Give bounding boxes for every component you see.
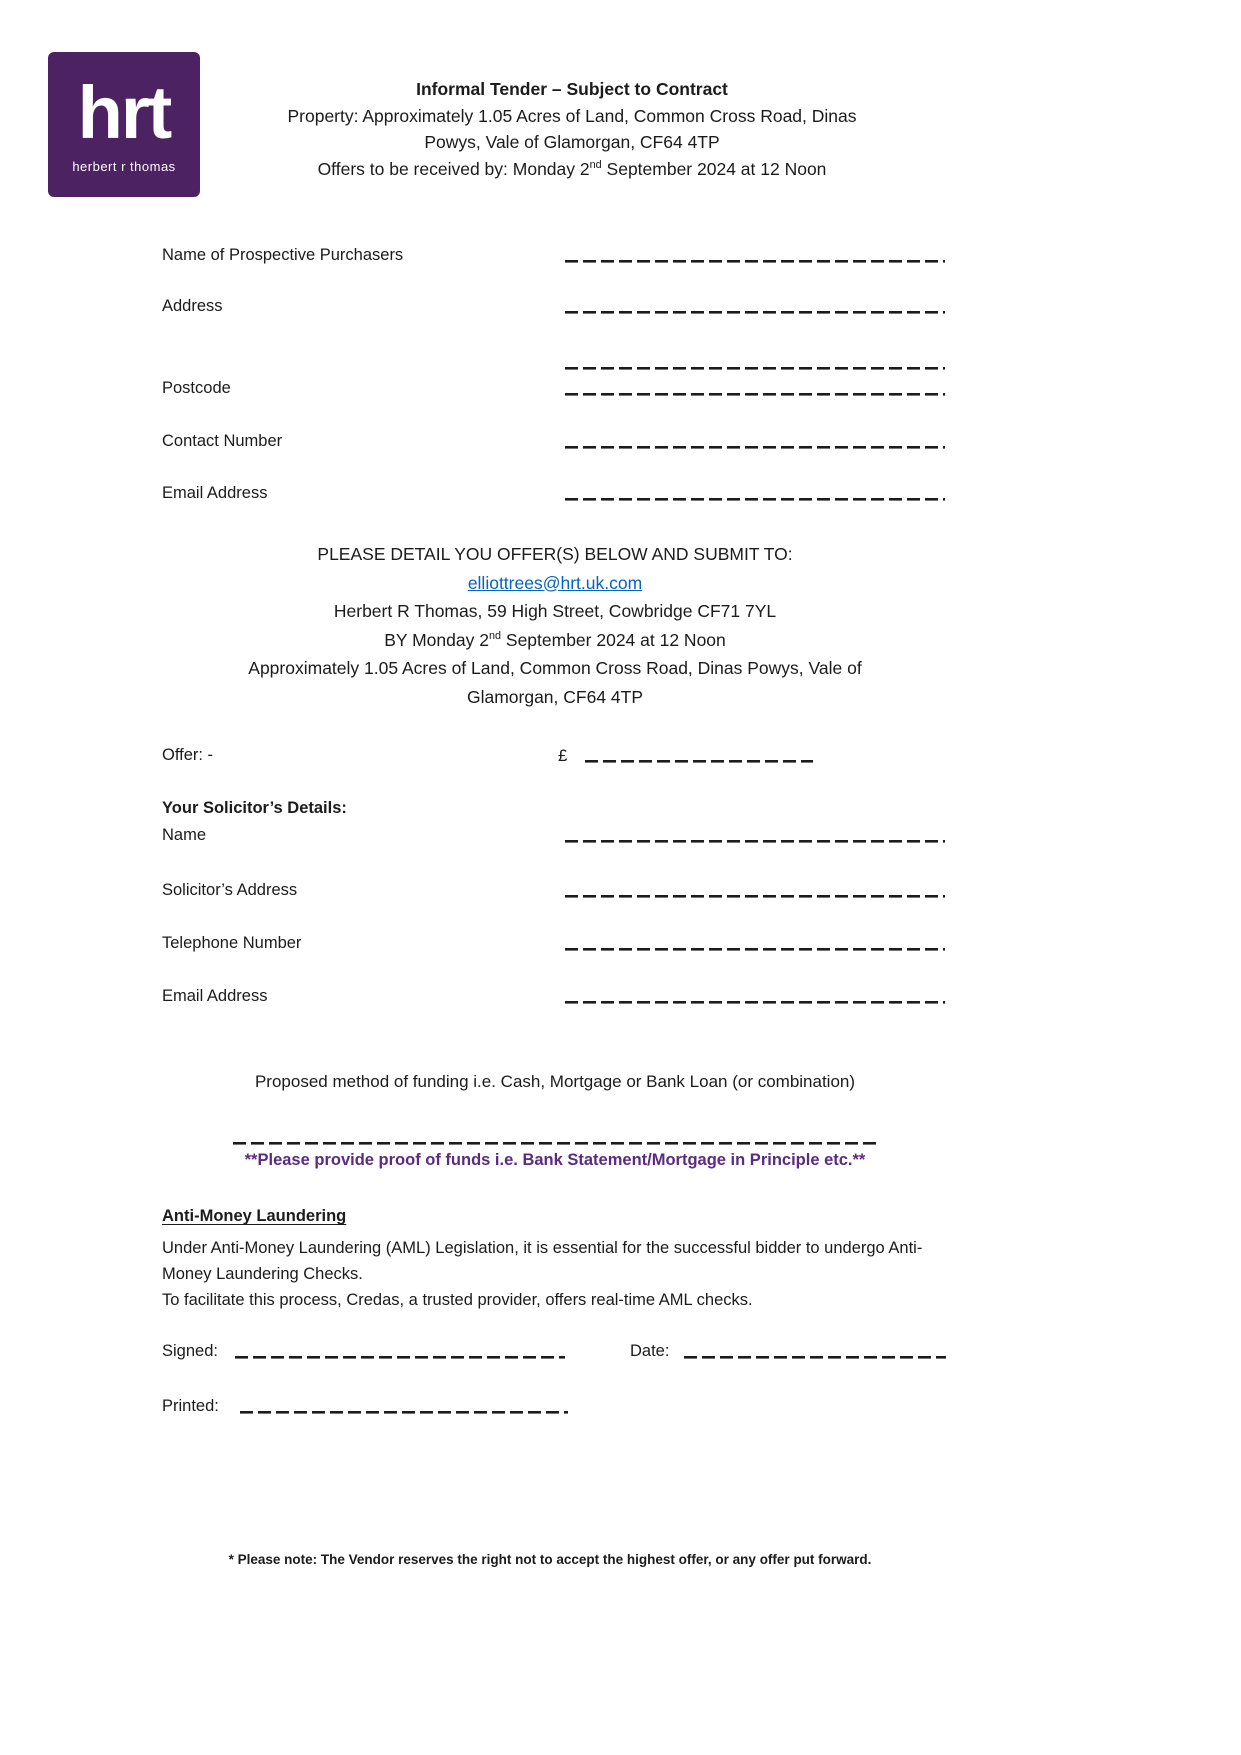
hrt-logo: [48, 52, 200, 197]
document-header: [272, 76, 872, 182]
fill-in-line-solicitor-address[interactable]: [565, 884, 945, 898]
fill-in-line-funding-method[interactable]: [233, 1131, 877, 1145]
solicitor-heading: Your Solicitor’s Details:: [162, 799, 347, 817]
aml-paragraph-2: To facilitate this process, Credas, a trusted provider, offers real-time AML checks.: [162, 1291, 753, 1309]
deadline-text-suffix: September 2024 at 12 Noon: [601, 158, 827, 179]
submit-property-description: Approximately 1.05 Acres of Land, Common Cross Road, Dinas Powys, Vale of Glamorgan, CF64 4TP: [248, 658, 862, 707]
deadline-text: Offers to be received by: Monday 2: [317, 158, 590, 179]
offers-deadline: [272, 156, 872, 183]
fill-in-line-printed[interactable]: [240, 1400, 568, 1414]
submit-deadline-text: BY Monday 2: [384, 629, 489, 650]
purchaser-email-label: Email Address: [162, 484, 268, 502]
purchaser-name-label: Name of Prospective Purchasers: [162, 246, 404, 264]
logo-text: hrt: [77, 71, 171, 154]
fill-in-line-purchaser-email[interactable]: [565, 487, 945, 501]
ordinal-superscript: nd: [488, 629, 502, 642]
solicitor-email-label: Email Address: [162, 987, 268, 1005]
offer-label: Offer: -: [162, 746, 214, 764]
email-link[interactable]: elliottrees@hrt.uk.com: [467, 572, 643, 593]
currency-symbol: £: [558, 746, 568, 765]
contact-number-label: Contact Number: [162, 432, 283, 450]
aml-paragraph-1: Under Anti-Money Laundering (AML) Legislation, it is essential for the successful bidder to undergo Anti-Money Laundering Checks.: [162, 1239, 923, 1283]
purchaser-address-label: Address: [162, 297, 223, 315]
vendor-note: * Please note: The Vendor reserves the right not to accept the highest offer, or any offer put forward.: [228, 1552, 872, 1567]
fill-in-line-contact-number[interactable]: [565, 435, 945, 449]
fill-in-line-signed[interactable]: [235, 1345, 565, 1359]
printed-label: Printed:: [162, 1397, 219, 1415]
fill-in-line-solicitor-email[interactable]: [565, 990, 945, 1004]
submit-heading: PLEASE DETAIL YOU OFFER(S) BELOW AND SUBMIT TO:: [317, 544, 793, 564]
logo-tagline: herbert r thomas: [72, 159, 176, 174]
fill-in-line-solicitor-telephone[interactable]: [565, 937, 945, 951]
date-label: Date:: [630, 1342, 670, 1360]
fill-in-line-postcode[interactable]: [565, 382, 945, 396]
fill-in-line-purchaser-address[interactable]: [565, 300, 945, 314]
solicitor-name-label: Name: [162, 826, 207, 844]
submit-instructions: [225, 540, 885, 711]
solicitor-address-label: Solicitor’s Address: [162, 881, 298, 899]
property-description: Property: Approximately 1.05 Acres of Land, Common Cross Road, Dinas Powys, Vale of Glamorgan, CF64 4TP: [287, 105, 857, 152]
fill-in-line-purchaser-address-2[interactable]: [565, 356, 945, 370]
submit-deadline-suffix: September 2024 at 12 Noon: [501, 629, 726, 650]
office-address: Herbert R Thomas, 59 High Street, Cowbridge CF71 7YL: [333, 601, 777, 621]
ordinal-superscript: nd: [589, 158, 602, 171]
fill-in-line-offer-amount[interactable]: [585, 749, 813, 763]
solicitor-telephone-label: Telephone Number: [162, 934, 302, 952]
aml-heading: Anti-Money Laundering: [162, 1207, 347, 1225]
submit-deadline: [225, 626, 885, 655]
proof-of-funds-note: **Please provide proof of funds i.e. Bank Statement/Mortgage in Principle etc.**: [244, 1151, 866, 1169]
signed-label: Signed:: [162, 1342, 218, 1360]
fill-in-line-purchaser-name[interactable]: [565, 249, 945, 263]
document-title: Informal Tender – Subject to Contract: [416, 79, 728, 99]
funding-prompt: Proposed method of funding i.e. Cash, Mortgage or Bank Loan (or combination): [254, 1072, 856, 1091]
postcode-label: Postcode: [162, 379, 231, 397]
fill-in-line-solicitor-name[interactable]: [565, 829, 945, 843]
fill-in-line-date[interactable]: [684, 1345, 946, 1359]
